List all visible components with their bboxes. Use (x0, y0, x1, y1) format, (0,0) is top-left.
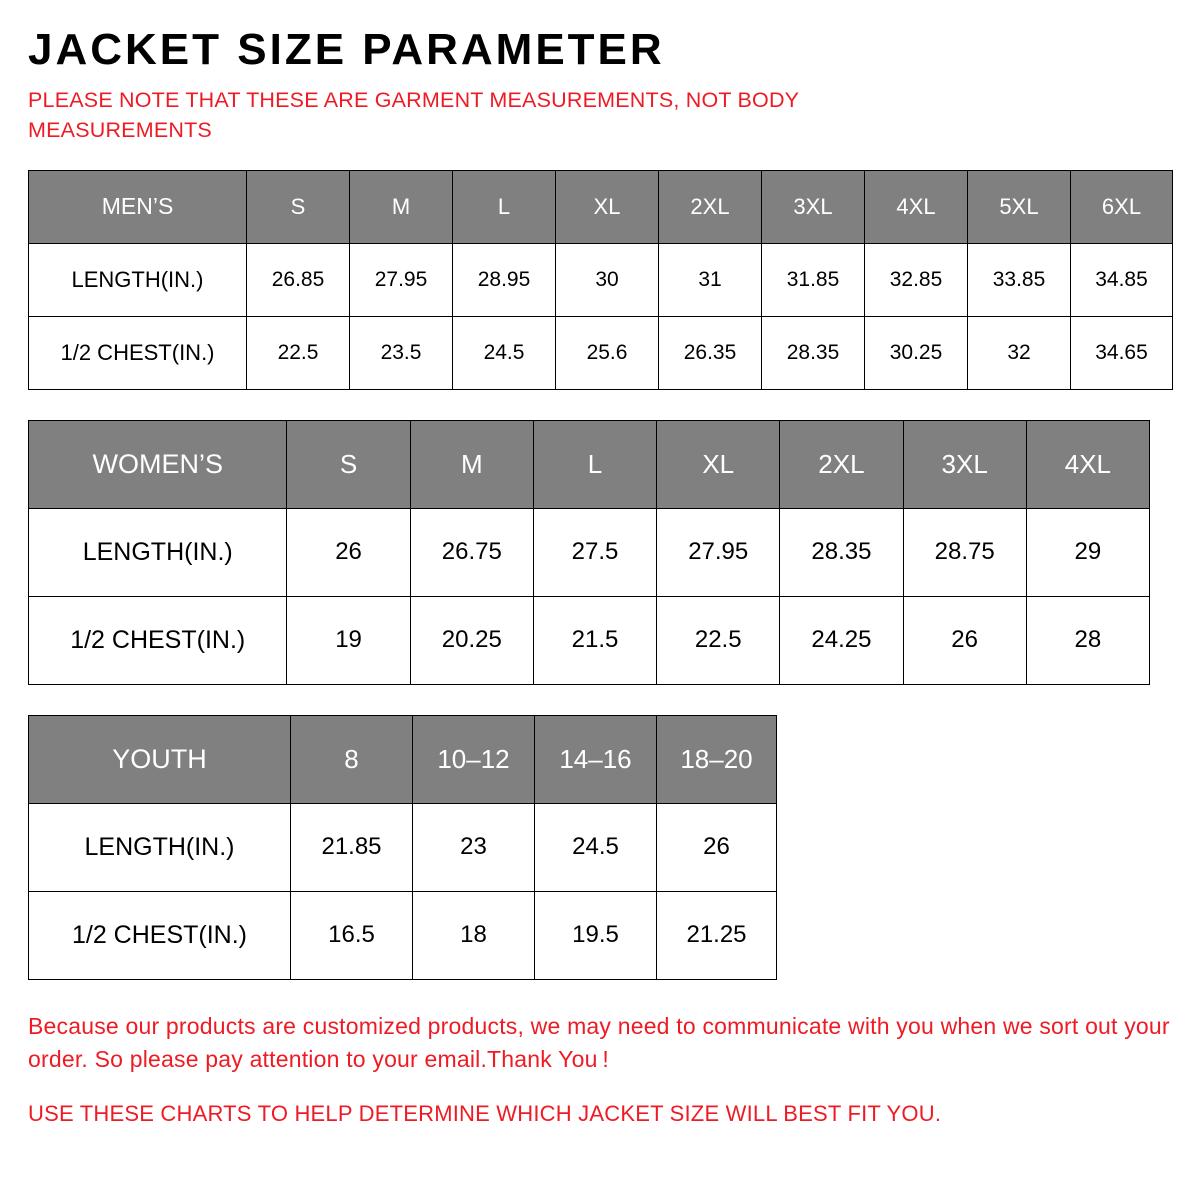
cell-value: 26.75 (410, 508, 533, 596)
size-header: S (247, 170, 350, 243)
cell-value: 19.5 (535, 891, 657, 979)
page-title: JACKET SIZE PARAMETER (28, 25, 665, 74)
row-label: 1/2 CHEST(IN.) (29, 891, 291, 979)
cell-value: 31.85 (762, 243, 865, 316)
cell-value: 28 (1026, 596, 1149, 684)
table-header-row (29, 715, 777, 803)
size-header: 5XL (968, 170, 1071, 243)
table-row (29, 891, 777, 979)
cell-value: 28.35 (762, 316, 865, 389)
cell-value: 25.6 (556, 316, 659, 389)
mens-label: MEN’S (29, 170, 247, 243)
footer-notes (28, 1010, 1172, 1131)
size-header: L (533, 420, 656, 508)
footer-line-2: USE THESE CHARTS TO HELP DETERMINE WHICH JACKET SIZE WILL BEST FIT YOU. (28, 1101, 942, 1127)
table-header-row (29, 420, 1150, 508)
table-row (29, 803, 777, 891)
cell-value: 19 (287, 596, 410, 684)
cell-value: 28.75 (903, 508, 1026, 596)
row-label: LENGTH(IN.) (29, 803, 291, 891)
cell-value: 22.5 (247, 316, 350, 389)
size-header: L (453, 170, 556, 243)
size-header: M (350, 170, 453, 243)
size-header: 8 (291, 715, 413, 803)
mens-size-table (28, 170, 1173, 390)
cell-value: 31 (659, 243, 762, 316)
cell-value: 32.85 (865, 243, 968, 316)
row-label: 1/2 CHEST(IN.) (29, 596, 287, 684)
row-label: LENGTH(IN.) (29, 243, 247, 316)
row-label: 1/2 CHEST(IN.) (29, 316, 247, 389)
table-row (29, 596, 1150, 684)
cell-value: 28.35 (780, 508, 903, 596)
table-row (29, 508, 1150, 596)
size-header: 14–16 (535, 715, 657, 803)
cell-value: 18 (413, 891, 535, 979)
size-header: M (410, 420, 533, 508)
cell-value: 34.85 (1071, 243, 1173, 316)
size-header: 4XL (1026, 420, 1149, 508)
size-header: 10–12 (413, 715, 535, 803)
cell-value: 21.85 (291, 803, 413, 891)
cell-value: 26.35 (659, 316, 762, 389)
cell-value: 24.5 (453, 316, 556, 389)
cell-value: 27.95 (657, 508, 780, 596)
cell-value: 26 (287, 508, 410, 596)
cell-value: 20.25 (410, 596, 533, 684)
size-header: 2XL (780, 420, 903, 508)
measurement-note: PLEASE NOTE THAT THESE ARE GARMENT MEASUREMENTS, NOT BODY MEASUREMENTS (28, 88, 799, 143)
size-header: S (287, 420, 410, 508)
size-header: 4XL (865, 170, 968, 243)
youth-label: YOUTH (29, 715, 291, 803)
cell-value: 24.25 (780, 596, 903, 684)
youth-size-table (28, 715, 777, 980)
cell-value: 26 (657, 803, 777, 891)
footer-line-1: Because our products are customized products, we may need to communicate with you when we sort out your order. So please pay attention to your email.Thank You ! (28, 1012, 1170, 1073)
size-header: XL (657, 420, 780, 508)
size-header: 3XL (762, 170, 865, 243)
cell-value: 21.25 (657, 891, 777, 979)
size-header: 2XL (659, 170, 762, 243)
cell-value: 33.85 (968, 243, 1071, 316)
size-header: XL (556, 170, 659, 243)
cell-value: 27.95 (350, 243, 453, 316)
womens-label: WOMEN’S (29, 420, 287, 508)
cell-value: 28.95 (453, 243, 556, 316)
size-header: 3XL (903, 420, 1026, 508)
cell-value: 24.5 (535, 803, 657, 891)
cell-value: 22.5 (657, 596, 780, 684)
cell-value: 30.25 (865, 316, 968, 389)
womens-size-table (28, 420, 1150, 685)
size-header: 18–20 (657, 715, 777, 803)
table-header-row (29, 170, 1173, 243)
cell-value: 34.65 (1071, 316, 1173, 389)
table-row (29, 316, 1173, 389)
row-label: LENGTH(IN.) (29, 508, 287, 596)
cell-value: 27.5 (533, 508, 656, 596)
cell-value: 32 (968, 316, 1071, 389)
cell-value: 23 (413, 803, 535, 891)
size-header: 6XL (1071, 170, 1173, 243)
cell-value: 26.85 (247, 243, 350, 316)
cell-value: 21.5 (533, 596, 656, 684)
cell-value: 26 (903, 596, 1026, 684)
cell-value: 16.5 (291, 891, 413, 979)
cell-value: 29 (1026, 508, 1149, 596)
table-row (29, 243, 1173, 316)
cell-value: 23.5 (350, 316, 453, 389)
cell-value: 30 (556, 243, 659, 316)
